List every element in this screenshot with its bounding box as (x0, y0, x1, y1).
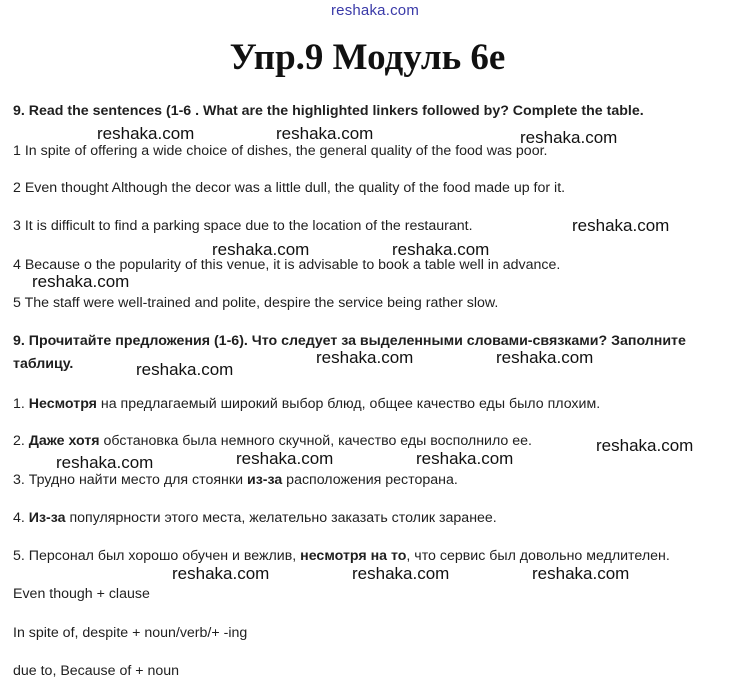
highlighted-linker: несмотря на то (300, 548, 407, 564)
watermark: reshaka.com (572, 216, 670, 235)
site-link[interactable]: reshaka.com (330, 2, 420, 19)
table-line-2: In spite of, despite + noun/verb/+ -ing (13, 625, 248, 641)
english-sentence-1: 1 In spite of offering a wide choice of dishes, the general quality of the food was poor. (13, 143, 548, 159)
watermark: reshaka.com (236, 449, 334, 468)
page-title: Упр.9 Модуль 6е (229, 37, 506, 78)
russian-sentence-5: 5. Персонал был хорошо обучен и вежлив, несмотря на то, что сервис был довольно медлителен. (13, 548, 670, 564)
english-heading: 9. Read the sentences (1-6 . What are the highlighted linkers followed by? Complete the table. (13, 103, 644, 119)
highlighted-linker: Даже хотя (28, 433, 100, 449)
watermark: reshaka.com (172, 564, 270, 583)
watermark: reshaka.com (352, 564, 450, 583)
russian-sentence-4: 4. Из-за популярности этого места, желательно заказать столик заранее. (13, 510, 497, 526)
watermark: reshaka.com (136, 360, 234, 379)
highlighted-linker: из-за (246, 472, 283, 488)
watermark: reshaka.com (276, 124, 374, 143)
watermark: reshaka.com (32, 272, 130, 291)
watermark: reshaka.com (392, 240, 490, 259)
russian-sentence-1: 1. Несмотря на предлагаемый широкий выбор блюд, общее качество еды было плохим. (13, 396, 601, 412)
watermark: reshaka.com (416, 449, 514, 468)
watermark: reshaka.com (496, 348, 594, 367)
russian-sentence-3: 3. Трудно найти место для стоянки из-за расположения ресторана. (13, 472, 458, 488)
russian-sentence-2: 2. Даже хотя обстановка была немного скучной, качество еды восполнило ее. (13, 433, 532, 449)
highlighted-linker: Несмотря (28, 396, 97, 412)
table-line-1: Even though + clause (13, 586, 150, 602)
highlighted-linker: Из-за (28, 510, 66, 526)
watermark: reshaka.com (56, 453, 154, 472)
watermark: reshaka.com (532, 564, 630, 583)
english-sentence-3: 3 It is difficult to find a parking space due to the location of the restaurant. (13, 218, 473, 234)
watermark: reshaka.com (212, 240, 310, 259)
table-line-3: due to, Because of + noun (13, 663, 180, 679)
russian-heading-line-2: таблицу. (13, 356, 74, 372)
russian-heading-line-1: 9. Прочитайте предложения (1-6). Что следует за выделенными словами-связками? Заполните (13, 333, 686, 349)
english-sentence-2: 2 Even thought Although the decor was a little dull, the quality of the food made up for it. (13, 180, 566, 196)
watermark: reshaka.com (596, 436, 694, 455)
watermark: reshaka.com (520, 128, 618, 147)
english-sentence-4: 4 Because o the popularity of this venue, it is advisable to book a table well in advance. (13, 257, 561, 273)
watermark: reshaka.com (316, 348, 414, 367)
english-sentence-5: 5 The staff were well-trained and polite, despire the service being rather slow. (13, 295, 499, 311)
watermark: reshaka.com (97, 124, 195, 143)
